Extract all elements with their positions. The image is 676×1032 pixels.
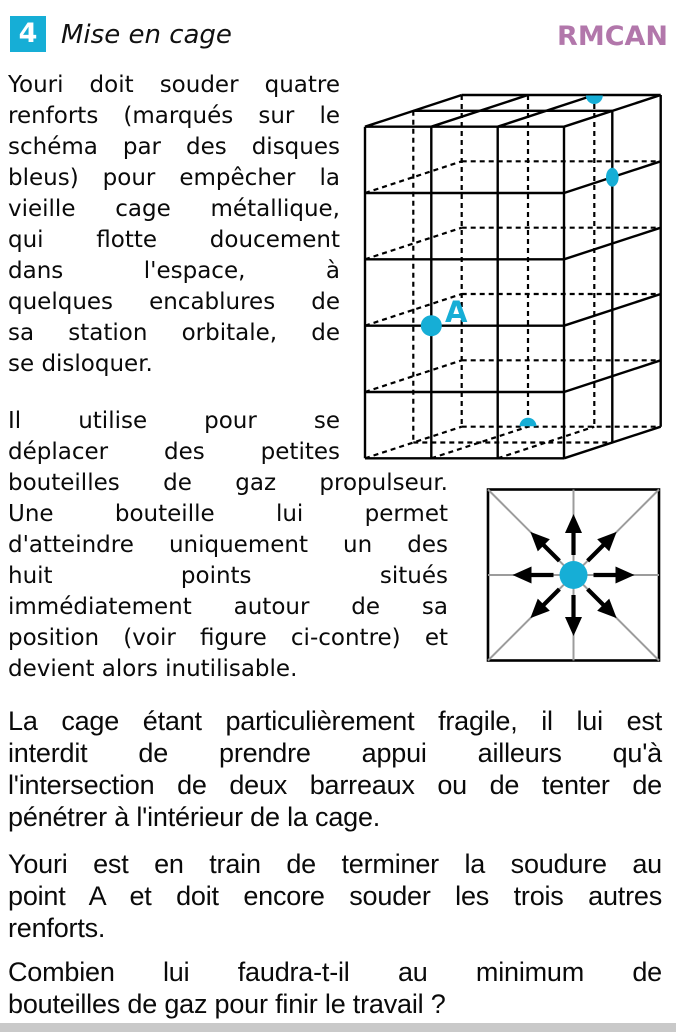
- text-line: position (voir figure ci-contre) et: [8, 625, 448, 651]
- text-line: pénétrer à l'intérieur de la cage.: [8, 802, 381, 832]
- paragraph-progress: [8, 848, 662, 944]
- text-line: sa station orbitale, de: [8, 320, 340, 346]
- direction-figure: [482, 484, 668, 668]
- text-line: devient alors inutilisable.: [8, 656, 298, 682]
- weld-dot-bottom-back: [520, 418, 537, 427]
- text-line: huit points situés: [8, 563, 448, 589]
- text-line: se disloquer.: [8, 351, 153, 377]
- text-line: interdit de prendre appui ailleurs qu'à: [8, 738, 662, 768]
- cage-visible-bars: [365, 95, 661, 458]
- text-line: bouteilles de gaz pour finir le travail ?: [8, 989, 446, 1019]
- text-line: l'intersection de deux barreaux ou de tenter de: [8, 770, 662, 800]
- weld-dot-a: [421, 315, 442, 336]
- weld-dot-right-face: [606, 168, 619, 187]
- text-line: Une bouteille lui permet: [8, 501, 448, 527]
- text-line: schéma par des disques: [8, 134, 340, 160]
- text-line: renforts.: [8, 913, 106, 943]
- text-line: quelques encablures de: [8, 289, 340, 315]
- text-line: Combien lui faudra-t-il au minimum de: [8, 957, 662, 987]
- exercise-number-badge: 4: [10, 16, 46, 52]
- text-line: Youri est en train de terminer la soudure au: [8, 849, 662, 879]
- cage-figure: [340, 80, 676, 472]
- paragraph-question: [8, 956, 662, 1020]
- paragraph-bottles-wide: [8, 468, 448, 685]
- text-line: dans l'espace, à: [8, 258, 340, 284]
- cage-hidden-bars: [365, 95, 661, 458]
- text-line: immédiatement autour de sa: [8, 594, 448, 620]
- position-dot: [560, 561, 588, 589]
- text-line: vieille cage métallique,: [8, 196, 340, 222]
- brand-logo: RMCAN: [557, 21, 668, 52]
- text-line: La cage étant particulièrement fragile, il lui est: [8, 706, 662, 736]
- text-line: Youri doit souder quatre: [8, 72, 340, 98]
- text-line: bleus) pour empêcher la: [8, 165, 340, 191]
- paragraph-bottles-narrow: [8, 406, 340, 468]
- text-line: renforts (marqués sur le: [8, 103, 340, 129]
- text-line: déplacer des petites: [8, 439, 340, 465]
- point-a-label: A: [445, 295, 468, 329]
- page-title: Mise en cage: [61, 20, 232, 50]
- text-line: Il utilise pour se: [8, 408, 340, 434]
- text-line: qui flotte doucement: [8, 227, 340, 253]
- text-line: bouteilles de gaz propulseur.: [8, 470, 448, 496]
- weld-dot-top-back: [586, 96, 603, 105]
- text-line: d'atteindre uniquement un des: [8, 532, 448, 558]
- paragraph-intro: [8, 70, 340, 380]
- footer-bar: [0, 1023, 676, 1032]
- paragraph-rules: [8, 705, 662, 833]
- text-line: point A et doit encore souder les trois autres: [8, 881, 662, 911]
